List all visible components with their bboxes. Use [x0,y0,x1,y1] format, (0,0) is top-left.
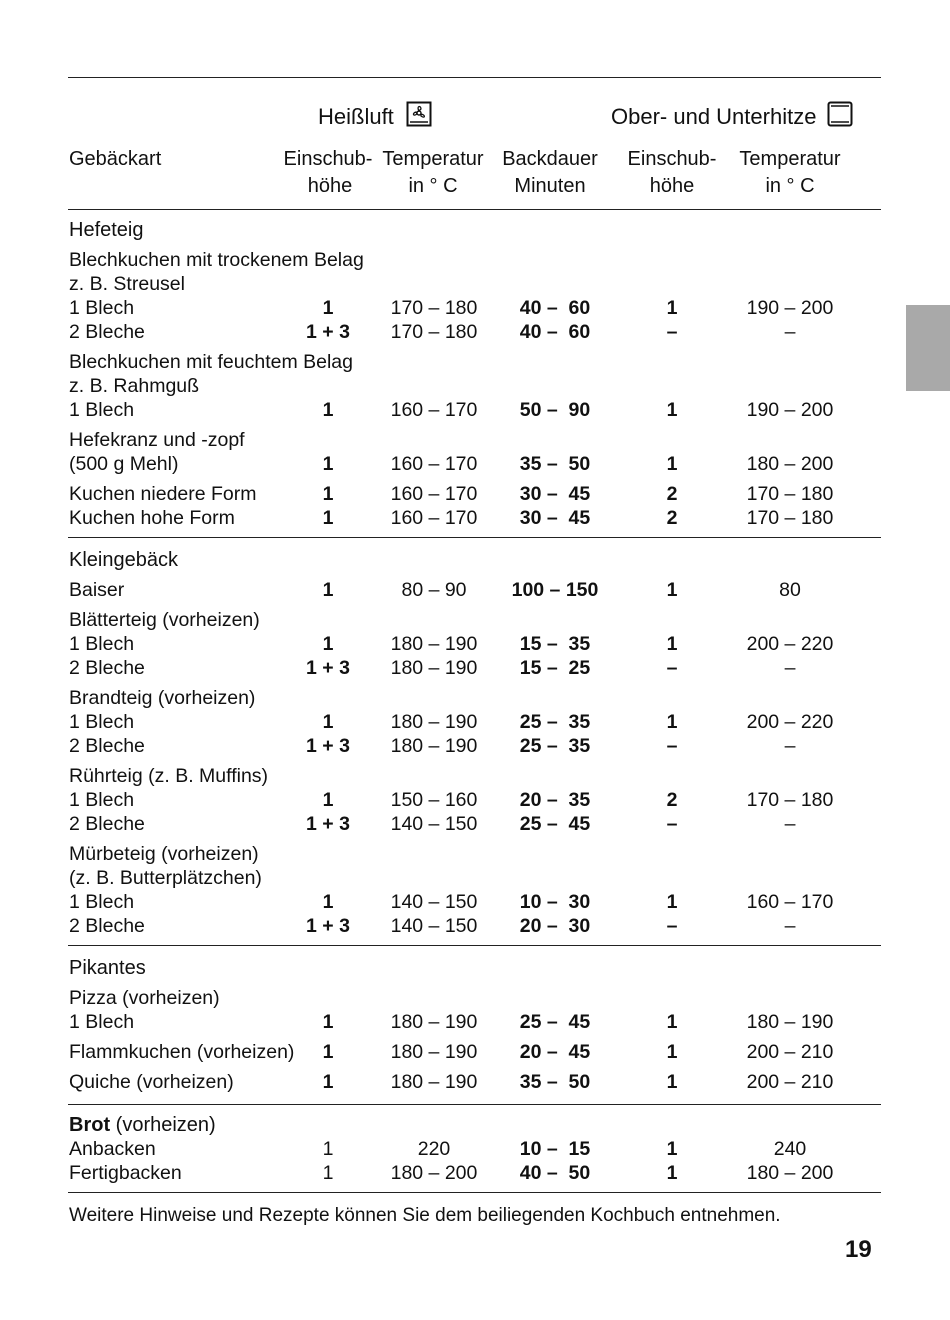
shelf-height-hot-air: 1 [322,453,334,475]
baking-time: 30 – 45 [519,483,591,505]
baking-time: 15 – 25 [519,657,591,679]
row-label: 2 Bleche [69,657,145,679]
footnote: Weitere Hinweise und Rezepte können Sie dem beiliegenden Kochbuch entnehmen. [69,1205,781,1226]
row-label: 1 Blech [69,891,135,913]
temperature-hot-air: 140 – 150 [390,813,478,835]
temperature-hot-air: 170 – 180 [390,297,478,319]
page-number: 19 [845,1236,872,1263]
mode-ober-unterhitze-label: Ober- und Unterhitze [611,104,817,129]
row-label: Mürbeteig (vorheizen) [69,843,259,865]
baking-time: 40 – 50 [519,1162,591,1184]
temperature-hot-air: 160 – 170 [390,483,478,505]
shelf-height-hot-air: 1 + 3 [306,321,350,343]
temperature-hot-air: 180 – 190 [390,1011,478,1033]
row-label: Baiser [69,579,125,601]
section-pikantes: Pikantes [69,957,146,979]
row-label: 1 Blech [69,1011,135,1033]
shelf-height-hot-air: 1 + 3 [306,813,350,835]
row-label: 2 Bleche [69,735,145,757]
shelf-height-top-bottom: 1 [666,711,678,733]
baking-time: 10 – 15 [519,1138,591,1160]
col-temperatur-2 [730,146,850,200]
shelf-height-hot-air: 1 [322,399,334,421]
temperature-hot-air: 180 – 190 [390,735,478,757]
temperature-top-bottom: 170 – 180 [746,789,834,811]
temperature-hot-air: 180 – 190 [390,1041,478,1063]
temperature-hot-air: 80 – 90 [401,579,467,601]
shelf-height-top-bottom: – [666,915,678,937]
temperature-top-bottom: 180 – 190 [746,1011,834,1033]
shelf-height-hot-air: 1 [322,297,334,319]
row-label: (500 g Mehl) [69,453,179,475]
row-label: Blechkuchen mit feuchtem Belag [69,351,353,373]
col-einschub-1-line1: Einschub- [283,148,373,170]
temperature-top-bottom: 160 – 170 [746,891,834,913]
col-temperatur-1-line2: in ° C [408,175,458,197]
shelf-height-top-bottom: 1 [666,1138,678,1160]
mode-heissluft-label: Heißluft [318,104,394,129]
temperature-top-bottom: 190 – 200 [746,297,834,319]
col-backdauer-line2: Minuten [514,175,586,197]
row-label: Pizza (vorheizen) [69,987,220,1009]
row-label: 1 Blech [69,789,135,811]
temperature-top-bottom: – [784,735,796,757]
temperature-top-bottom: 170 – 180 [746,483,834,505]
temperature-hot-air: 180 – 190 [390,633,478,655]
temperature-top-bottom: 200 – 210 [746,1041,834,1063]
shelf-height-hot-air: 1 [322,507,334,529]
temperature-top-bottom: 200 – 220 [746,633,834,655]
shelf-height-top-bottom: 2 [666,483,678,505]
baking-time: 25 – 35 [519,711,591,733]
shelf-height-hot-air: 1 [322,1138,334,1160]
shelf-height-top-bottom: 1 [666,1071,678,1093]
shelf-height-hot-air: 1 [322,1041,334,1063]
temperature-top-bottom: 180 – 200 [746,1162,834,1184]
shelf-height-top-bottom: – [666,735,678,757]
shelf-height-hot-air: 1 [322,483,334,505]
row-label: 1 Blech [69,399,135,421]
col-einschub-2-line2: höhe [649,175,695,197]
row-label: 1 Blech [69,297,135,319]
row-label: 1 Blech [69,711,135,733]
col-temperatur-1 [378,146,488,200]
temperature-hot-air: 180 – 190 [390,711,478,733]
col-gebaeckart [69,146,161,173]
row-label: Blätterteig (vorheizen) [69,609,260,631]
section-rule-1 [68,537,881,538]
section-brot-suffix: (vorheizen) [110,1114,216,1136]
baking-time: 20 – 30 [519,915,591,937]
temperature-top-bottom: 170 – 180 [746,507,834,529]
header-rule [68,209,881,210]
row-label: Quiche (vorheizen) [69,1071,234,1093]
shelf-height-top-bottom: 1 [666,453,678,475]
shelf-height-top-bottom: – [666,813,678,835]
section-brot [69,1113,216,1137]
temperature-hot-air: 160 – 170 [390,507,478,529]
shelf-height-hot-air: 1 [322,1071,334,1093]
shelf-height-top-bottom: 1 [666,297,678,319]
col-einschub-2 [622,146,722,200]
section-kleingebaeck: Kleingebäck [69,549,178,571]
mode-ober-unterhitze [611,101,853,133]
row-label: Anbacken [69,1138,156,1160]
row-label: Hefekranz und -zopf [69,429,245,451]
baking-time: 15 – 35 [519,633,591,655]
baking-time: 30 – 45 [519,507,591,529]
col-temperatur-1-line1: Temperatur [382,148,484,170]
baking-time: 35 – 50 [519,453,591,475]
shelf-height-hot-air: 1 [322,579,334,601]
temperature-top-bottom: 180 – 200 [746,453,834,475]
shelf-height-top-bottom: 1 [666,891,678,913]
mode-heissluft [318,101,432,133]
row-label: Fertigbacken [69,1162,182,1184]
row-label: z. B. Streusel [69,273,185,295]
temperature-hot-air: 140 – 150 [390,891,478,913]
shelf-height-top-bottom: 1 [666,579,678,601]
baking-time: 35 – 50 [519,1071,591,1093]
shelf-height-top-bottom: 2 [666,789,678,811]
row-label: 2 Bleche [69,321,145,343]
row-label: Rührteig (z. B. Muffins) [69,765,269,787]
chapter-tab-marker [906,305,950,391]
temperature-hot-air: 180 – 190 [390,1071,478,1093]
row-label: 2 Bleche [69,813,145,835]
temperature-hot-air: 140 – 150 [390,915,478,937]
temperature-top-bottom: 190 – 200 [746,399,834,421]
bottom-rule [68,1192,881,1193]
col-backdauer [495,146,605,200]
row-label: Blechkuchen mit trockenem Belag [69,249,364,271]
shelf-height-hot-air: 1 [322,789,334,811]
col-einschub-1 [278,146,378,200]
shelf-height-top-bottom: – [666,321,678,343]
row-label: 2 Bleche [69,915,145,937]
shelf-height-hot-air: 1 [322,1162,334,1184]
shelf-height-hot-air: 1 + 3 [306,735,350,757]
temperature-hot-air: 160 – 170 [390,399,478,421]
shelf-height-top-bottom: – [666,657,678,679]
temperature-hot-air: 220 [417,1138,451,1160]
section-rule-2 [68,945,881,946]
shelf-height-hot-air: 1 + 3 [306,657,350,679]
row-label: 1 Blech [69,633,135,655]
row-label: (z. B. Butterplätzchen) [69,867,262,889]
shelf-height-top-bottom: 1 [666,1041,678,1063]
section-rule-3 [68,1104,881,1105]
shelf-height-hot-air: 1 [322,891,334,913]
temperature-top-bottom: – [784,813,796,835]
temperature-top-bottom: 200 – 210 [746,1071,834,1093]
baking-time: 50 – 90 [519,399,591,421]
temperature-hot-air: 180 – 200 [390,1162,478,1184]
baking-time: 20 – 35 [519,789,591,811]
temperature-top-bottom: – [784,915,796,937]
col-einschub-1-line2: höhe [307,175,353,197]
temperature-top-bottom: – [784,321,796,343]
shelf-height-hot-air: 1 [322,1011,334,1033]
col-backdauer-line1: Backdauer [502,148,598,170]
baking-time: 10 – 30 [519,891,591,913]
top-rule [68,77,881,78]
col-gebaeckart-label: Gebäckart [69,148,162,170]
row-label: Flammkuchen (vorheizen) [69,1041,295,1063]
temperature-hot-air: 180 – 190 [390,657,478,679]
baking-time: 25 – 35 [519,735,591,757]
baking-time: 100 – 150 [511,579,599,601]
col-einschub-2-line1: Einschub- [627,148,717,170]
shelf-height-top-bottom: 1 [666,633,678,655]
baking-time: 25 – 45 [519,1011,591,1033]
baking-time: 40 – 60 [519,297,591,319]
shelf-height-top-bottom: 1 [666,399,678,421]
shelf-height-hot-air: 1 [322,711,334,733]
shelf-height-top-bottom: 1 [666,1011,678,1033]
temperature-hot-air: 170 – 180 [390,321,478,343]
baking-time: 25 – 45 [519,813,591,835]
row-label: Kuchen hohe Form [69,507,235,529]
shelf-height-top-bottom: 1 [666,1162,678,1184]
baking-time: 20 – 45 [519,1041,591,1063]
temperature-hot-air: 150 – 160 [390,789,478,811]
section-brot-label: Brot [69,1114,111,1136]
temperature-top-bottom: 200 – 220 [746,711,834,733]
temperature-top-bottom: 240 [773,1138,807,1160]
shelf-height-top-bottom: 2 [666,507,678,529]
row-label: z. B. Rahmguß [69,375,200,397]
col-temperatur-2-line2: in ° C [765,175,815,197]
shelf-height-hot-air: 1 + 3 [306,915,350,937]
baking-time: 40 – 60 [519,321,591,343]
section-hefeteig: Hefeteig [69,219,144,241]
temperature-top-bottom: – [784,657,796,679]
top-bottom-heat-icon [827,101,853,133]
shelf-height-hot-air: 1 [322,633,334,655]
temperature-hot-air: 160 – 170 [390,453,478,475]
temperature-top-bottom: 80 [779,579,801,601]
col-temperatur-2-line1: Temperatur [739,148,841,170]
fan-icon [406,101,432,133]
row-label: Brandteig (vorheizen) [69,687,256,709]
row-label: Kuchen niedere Form [69,483,257,505]
